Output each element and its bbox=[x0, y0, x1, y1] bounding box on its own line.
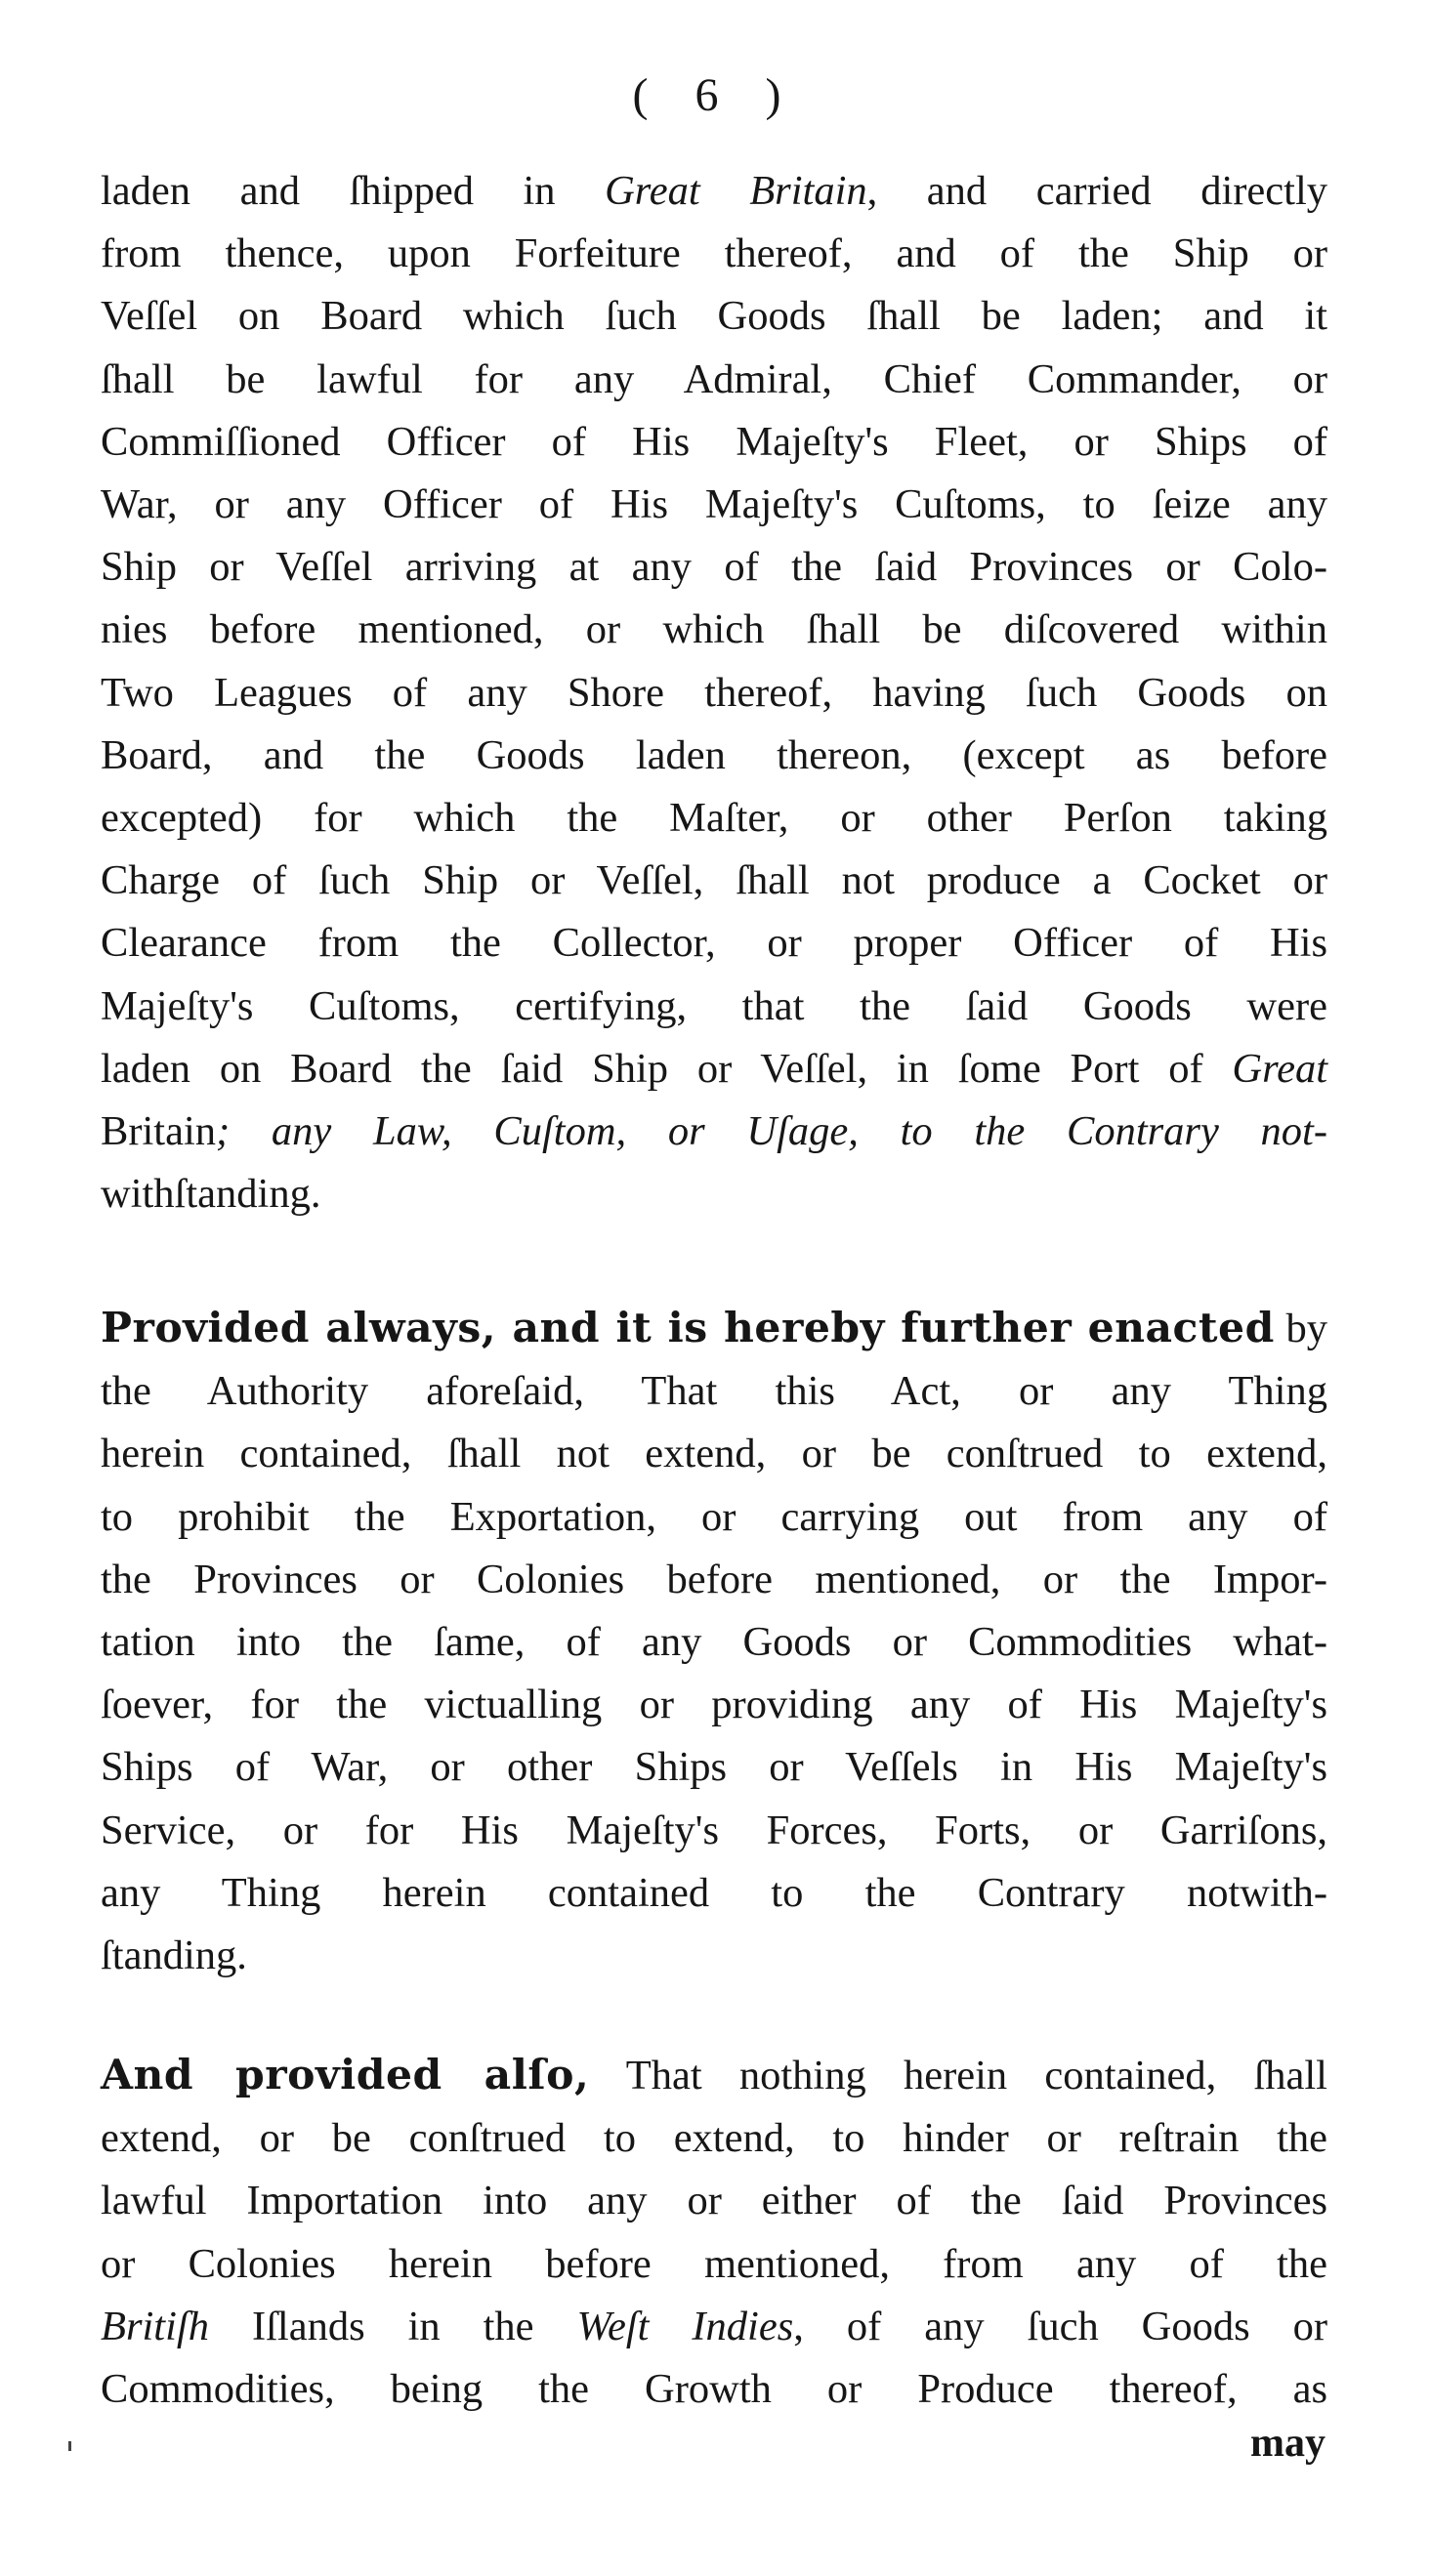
text-line: Service, or for His Majeſty's Forces, Forts, or Garriſons, bbox=[101, 1807, 1327, 1853]
text-line: nies before mentioned, or which ſhall be diſcovered within bbox=[101, 606, 1327, 653]
text-line: laden and ſhipped in Great Britain, and carried directly bbox=[101, 168, 1328, 214]
catchword: may bbox=[1250, 2421, 1326, 2466]
text-line: ſhall be lawful for any Admiral, Chief Commander, or bbox=[101, 355, 1327, 402]
text-line: the Provinces or Colonies before mentioned, or the Impor- bbox=[101, 1556, 1327, 1602]
text-line: Britiſh Iſlands in the Weſt Indies, of any ſuch Goods or bbox=[101, 2303, 1328, 2349]
text-line: laden on Board the ſaid Ship or Veſſel, in ſome Port of Great bbox=[101, 1045, 1327, 1092]
italic-text: Great Britain bbox=[605, 168, 867, 214]
text-line: Two Leagues of any Shore thereof, having ſuch Goods on bbox=[101, 669, 1327, 716]
text-line: excepted) for which the Maſter, or other Perſon taking bbox=[101, 795, 1327, 842]
text-line: Majeſty's Cuſtoms, certifying, that the ſaid Goods were bbox=[101, 982, 1327, 1029]
italic-text: Britiſh bbox=[101, 2303, 209, 2349]
text-line: And provided alſo, That nothing herein contained, ſhall bbox=[101, 2051, 1327, 2099]
page-number: ( 6 ) bbox=[632, 69, 799, 121]
text-line: Ship or Veſſel arriving at any of the ſaid Provinces or Colo- bbox=[101, 544, 1327, 591]
paragraph-3 bbox=[101, 2044, 1327, 2421]
paragraph-1 bbox=[101, 160, 1327, 1226]
text-line: to prohibit the Exportation, or carrying out from any of bbox=[101, 1493, 1327, 1540]
text-line: from thence, upon Forfeiture thereof, and of the Ship or bbox=[101, 230, 1327, 277]
text-line: Clearance from the Collector, or proper Officer of His bbox=[101, 920, 1327, 967]
text-line: Veſſel on Board which ſuch Goods ſhall be laden; and it bbox=[101, 293, 1327, 340]
text-line: Ships of War, or other Ships or Veſſels in His Majeſty's bbox=[101, 1744, 1327, 1791]
blackletter-lead: And provided alſo, bbox=[101, 2051, 590, 2099]
text-line: extend, or be conſtrued to extend, to hinder or reſtrain the bbox=[101, 2115, 1327, 2162]
text-line: Britain; any Law, Cuſtom, or Uſage, to the Contrary not- bbox=[101, 1108, 1327, 1155]
text-line: ſoever, for the victualling or providing any of His Majeſty's bbox=[101, 1682, 1327, 1728]
text-line: Commodities, being the Growth or Produce thereof, as bbox=[101, 2366, 1327, 2413]
text-line: lawful Importation into any or either of the ſaid Provinces bbox=[101, 2178, 1327, 2224]
text-line: any Thing herein contained to the Contrary notwith- bbox=[101, 1869, 1327, 1916]
text-line: tation into the ſame, of any Goods or Commodities what- bbox=[101, 1619, 1327, 1666]
text-line: Board, and the Goods laden thereon, (except as before bbox=[101, 731, 1327, 778]
paragraph-2 bbox=[101, 1297, 1327, 1987]
text-line: Provided always, and it is hereby further enacted by bbox=[101, 1304, 1327, 1352]
text-line: War, or any Officer of His Majeſty's Cuſtoms, to ſeize any bbox=[101, 481, 1327, 528]
text-line: or Colonies herein before mentioned, from any of the bbox=[101, 2240, 1327, 2287]
text-line: ſtanding. bbox=[101, 1932, 247, 1979]
italic-text: ; any Law, Cuſtom, or Uſage, to the Contrary not- bbox=[216, 1108, 1327, 1155]
text-line: withſtanding. bbox=[101, 1171, 321, 1218]
text-line: herein contained, ſhall not extend, or be conſtrued to extend, bbox=[101, 1431, 1327, 1477]
text-line: the Authority aforeſaid, That this Act, or any Thing bbox=[101, 1368, 1327, 1415]
stray-ink-mark bbox=[68, 2441, 71, 2451]
italic-text: Great bbox=[1232, 1045, 1327, 1092]
blackletter-lead: Provided always, and it is hereby further enacted bbox=[101, 1304, 1275, 1352]
text-line: Charge of ſuch Ship or Veſſel, ſhall not produce a Cocket or bbox=[101, 857, 1327, 904]
text-line: Commiſſioned Officer of His Majeſty's Fleet, or Ships of bbox=[101, 418, 1327, 465]
italic-text: Weſt Indies bbox=[576, 2303, 794, 2349]
